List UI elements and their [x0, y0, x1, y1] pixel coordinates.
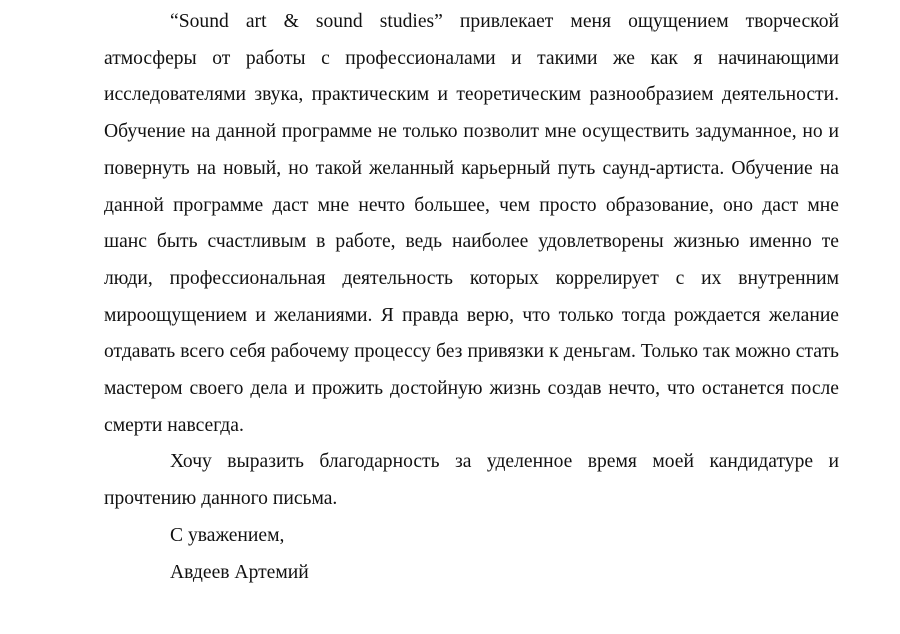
letter-body: [104, 4, 839, 591]
signature-name: Авдеев Артемий: [170, 561, 309, 583]
paragraph-motivation: “Sound art & sound studies” привлекает меня ощущением творческой атмосферы от работы с профессионалами и такими же как я начинающими исследователями звука, практическим и теоретическим разнообразием деятельности. Обучение на данной программе не только позволит мне осуществить задуманное, но и повернуть на новый, но такой желанный карьерный путь саунд-артиста. Обучение на данной программе даст мне нечто большее, чем просто образование, оно даст мне шанс быть счастливым в работе, ведь наиболее удовлетворены жизнью именно те люди, профессиональная деятельность которых коррелирует с их внутренним мироощущением и желаниями. Я правда верю, что только тогда рождается желание отдавать всего себя рабочему процессу без привязки к деньгам. Только так можно стать мастером своего дела и прожить достойную жизнь создав нечто, что останется после смерти навсегда.: [104, 11, 839, 436]
paragraph-gratitude: Хочу выразить благодарность за уделенное время моей кандидатуре и прочтению данного письма.: [104, 451, 839, 510]
closing-salutation: С уважением,: [170, 524, 285, 546]
